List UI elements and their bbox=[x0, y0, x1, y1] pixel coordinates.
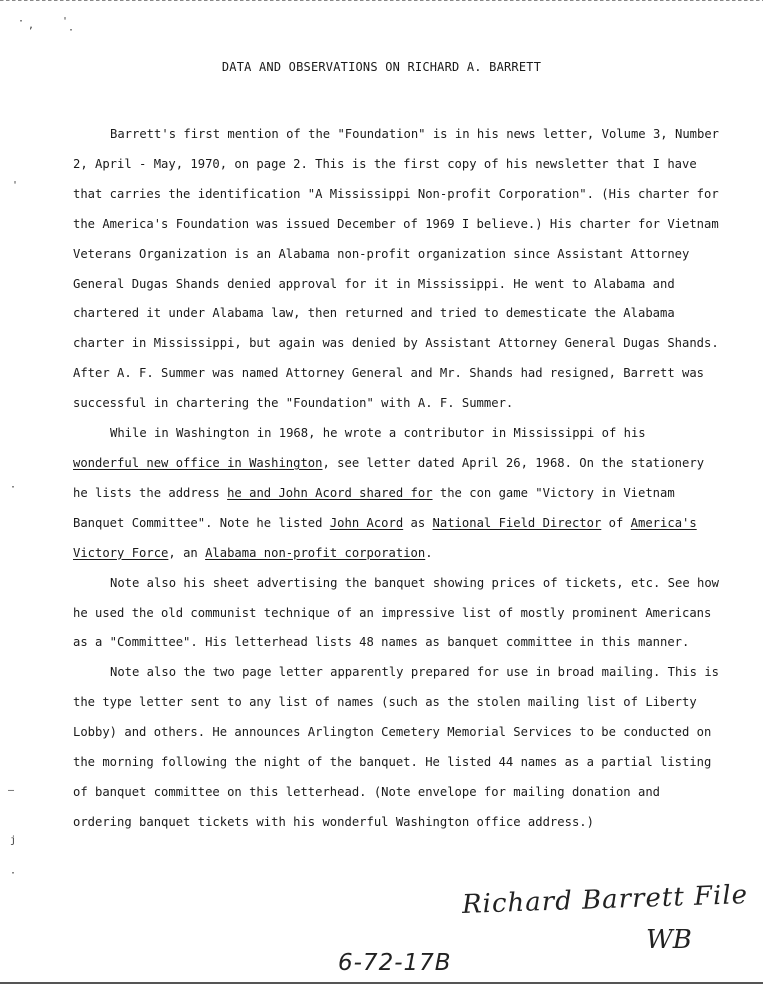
underlined-phrase: National Field Director bbox=[432, 515, 602, 530]
paragraph-text: . bbox=[425, 545, 433, 560]
paragraph-text: , an bbox=[168, 545, 206, 560]
paragraph-text: While in Washington in 1968, he wrote a contributor in Mississippi of his bbox=[110, 426, 646, 441]
document-body bbox=[73, 120, 723, 838]
paragraph-text: of bbox=[601, 515, 631, 530]
page-top-edge bbox=[0, 0, 763, 3]
file-number: 6-72-17B bbox=[338, 950, 452, 976]
scan-speck: · bbox=[10, 868, 17, 879]
scan-speck: · bbox=[10, 482, 17, 493]
document-title: DATA AND OBSERVATIONS ON RICHARD A. BARRETT bbox=[221, 60, 542, 74]
paragraph-washington-office bbox=[73, 419, 723, 569]
scan-speck: ' bbox=[62, 16, 69, 27]
underlined-phrase: America's Victory Force bbox=[73, 515, 697, 560]
paragraph-foundation-charter: Barrett's first mention of the "Foundation" is in his news letter, Volume 3, Number 2, April - May, 1970, on page 2. This is the first copy of his newsletter that I have that carries the identification "A Mississippi Non-profit Corporation". (His charter for the America's Foundation was issued December of 1969 I believe.) His charter for Vietnam Veterans Organization is an Alabama non-profit organization since Assistant Attorney General Dugas Shands denied approval for it in Mississippi. He went to Alabama and chartered it under Alabama law, then returned and tried to demesticate the Alabama charter in Mississippi, but again was denied by Assistant Attorney General Dugas Shands. After A. F. Summer was named Attorney General and Mr. Shands had resigned, Barrett was successful in chartering the "Foundation" with A. F. Summer. bbox=[73, 127, 720, 411]
paragraph-banquet-sheet: Note also his sheet advertising the banquet showing prices of tickets, etc. See how he used the old communist technique of an impressive list of mostly prominent Americans as a "Committee". His letterhead lists 48 names as banquet committee in this manner. bbox=[73, 575, 720, 650]
scan-speck: — bbox=[8, 785, 15, 796]
paragraph-text: , see letter dated April 26, 1968. On the stationery he lists the address bbox=[73, 455, 705, 500]
paragraph-text: as bbox=[403, 515, 433, 530]
underlined-phrase: he and John Acord shared for bbox=[227, 485, 433, 500]
handwritten-initials: WB bbox=[646, 925, 692, 955]
scan-speck: ' bbox=[12, 180, 19, 191]
scan-speck: , bbox=[28, 20, 35, 31]
underlined-phrase: Alabama non-profit corporation bbox=[205, 545, 426, 560]
page-bottom-edge bbox=[0, 982, 763, 984]
scan-speck: · bbox=[68, 25, 75, 36]
paragraph-mailing-letter: Note also the two page letter apparently prepared for use in broad mailing. This is the type letter sent to any list of names (such as the stolen mailing list of Liberty Lobby) and others. He announces Arlington Cemetery Memorial Services to be conducted on the morning following the night of the banquet. He listed 44 names as a partial listing of banquet committee on this letterhead. (Note envelope for mailing donation and ordering banquet tickets with his wonderful Washington office address.) bbox=[73, 665, 720, 829]
scan-speck: · bbox=[18, 16, 25, 27]
handwritten-file-note: Richard Barrett File bbox=[461, 880, 749, 920]
underlined-phrase: wonderful new office in Washington bbox=[73, 455, 323, 470]
scan-speck: j bbox=[10, 835, 17, 846]
underlined-phrase: John Acord bbox=[329, 515, 404, 530]
paragraph-text: the con game "Victory in Vietnam Banquet Committee". Note he listed bbox=[73, 485, 675, 530]
